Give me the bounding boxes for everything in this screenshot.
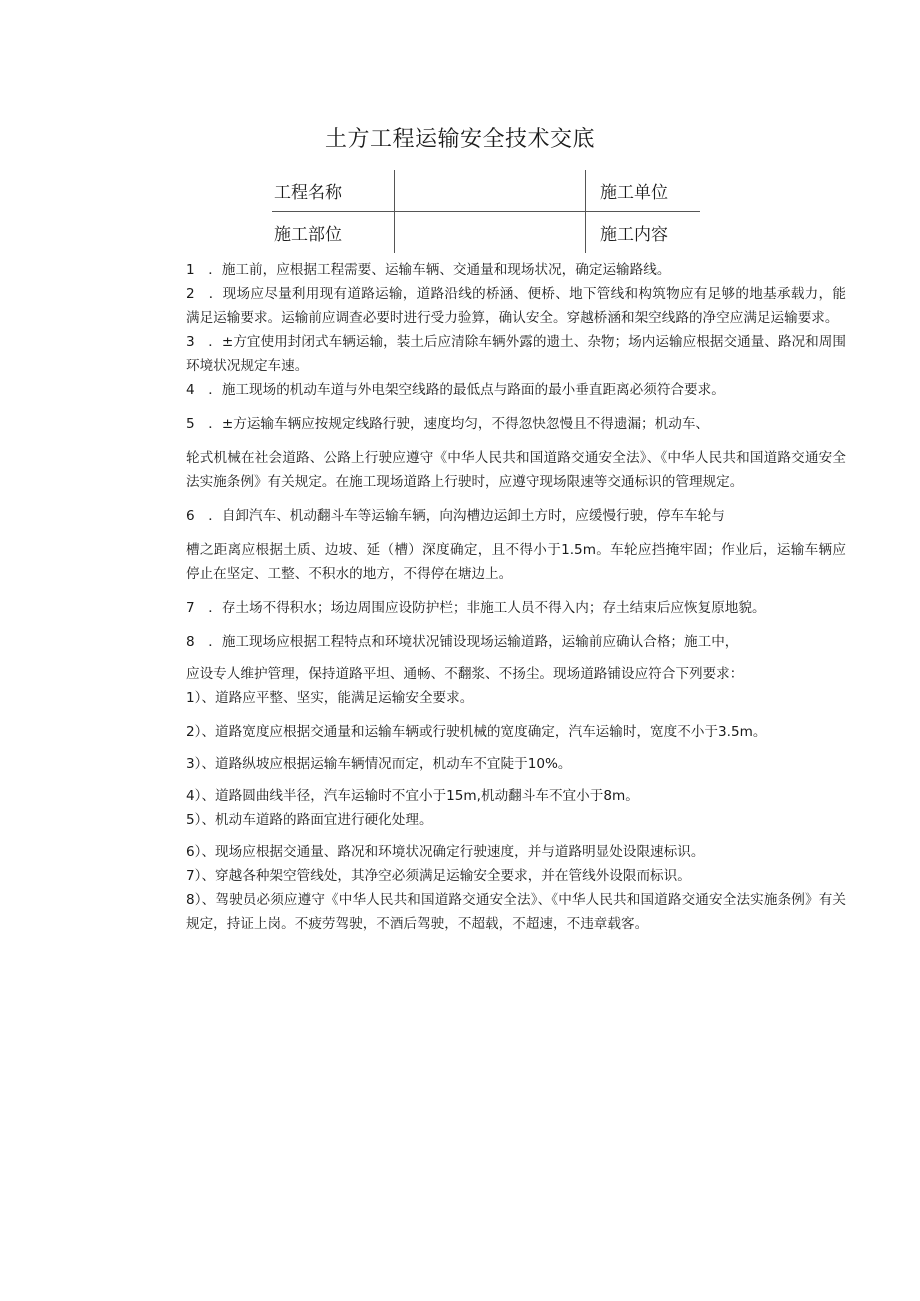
subitem-2: 2）、道路宽度应根据交通量和运输车辆或行驶机械的宽度确定，汽车运输时，宽度不小于3.5m。	[186, 724, 767, 740]
paragraph-item-3: 3 ．±方宜使用封闭式车辆运输，装土后应清除车辆外露的遗土、杂物；场内运输应根据交通量、路况和周围环境状况规定车速。	[186, 334, 846, 374]
subitem-1: 1）、道路应平整、坚实，能满足运输安全要求。	[186, 690, 474, 706]
subitem-8: 8）、驾驶员必须应遵守《中华人民共和国道路交通安全法》、《中华人民共和国道路交通安全法实施条例》有关规定，持证上岗。不疲劳驾驶，不酒后驾驶，不超载，不超速，不违章载客。	[186, 892, 846, 932]
subitem-5: 5）、机动车道路的路面宜进行硬化处理。	[186, 812, 433, 828]
paragraph-item-8: 8 ．施工现场应根据工程特点和环境状况铺设现场运输道路，运输前应确认合格；施工中，	[186, 634, 739, 650]
document-body	[186, 258, 846, 936]
subitem-3: 3）、道路纵坡应根据运输车辆情况而定，机动车不宜陡于10%。	[186, 756, 572, 772]
info-row-2	[272, 212, 700, 254]
construction-part-value	[395, 212, 586, 254]
paragraph-item-1: 1 ．施工前，应根据工程需要、运输车辆、交通量和现场状况，确定运输路线。	[186, 262, 671, 278]
subitem-4: 4）、道路圆曲线半径，汽车运输时不宜小于15m,机动翻斗车不宜小于8m。	[186, 788, 639, 804]
construction-content-label: 施工内容	[600, 225, 668, 245]
info-row-1	[272, 170, 700, 212]
paragraph-item-7: 7 ．存土场不得积水；场边周围应设防护栏；非施工人员不得入内；存土结束后应恢复原地貌。	[186, 600, 766, 616]
paragraph-item-4: 4 ．施工现场的机动车道与外电架空线路的最低点与路面的最小垂直距离必须符合要求。	[186, 382, 725, 398]
project-name-label: 工程名称	[272, 170, 395, 212]
project-name-value	[395, 170, 586, 212]
subitem-7: 7）、穿越各种架空管线处，其净空必须满足运输安全要求，并在管线外设限而标识。	[186, 868, 691, 884]
paragraph-item-2: 2 ．现场应尽量利用现有道路运输，道路沿线的桥涵、便桥、地下管线和构筑物应有足够的地基承载力，能满足运输要求。运输前应调查必要时进行受力验算，确认安全。穿越桥涵和架空线路的净空应满足运输要求。	[186, 286, 846, 326]
paragraph-item-8-continued: 应设专人维护管理，保持道路平坦、通畅、不翻浆、不扬尘。现场道路铺设应符合下列要求：	[186, 666, 744, 682]
paragraph-item-5-continued: 轮式机械在社会道路、公路上行驶应遵守《中华人民共和国道路交通安全法》、《中华人民共和国道路交通安全法实施条例》有关规定。在施工现场道路上行驶时，应遵守现场限速等交通标识的管理规定。	[186, 450, 846, 490]
subitem-6: 6）、现场应根据交通量、路况和环境状况确定行驶速度，并与道路明显处设限速标识。	[186, 844, 705, 860]
paragraph-item-5: 5 ．±方运输车辆应按规定线路行驶，速度均匀，不得忽快忽慢且不得遗漏；机动车、	[186, 416, 710, 432]
construction-part-label: 施工部位	[274, 225, 342, 245]
document-title: 土方工程运输安全技术交底	[324, 127, 595, 152]
project-info-table	[272, 170, 700, 253]
construction-unit-label: 施工单位	[586, 170, 701, 212]
paragraph-item-6: 6 ．自卸汽车、机动翻斗车等运输车辆，向沟槽边运卸土方时，应缓慢行驶，停车车轮与	[186, 508, 725, 524]
paragraph-item-6-continued: 槽之距离应根据土质、边坡、延（槽）深度确定，且不得小于1.5m。车轮应挡掩牢固；作业后，运输车辆应停止在坚定、工整、不积水的地方，不得停在塘边上。	[186, 542, 846, 582]
